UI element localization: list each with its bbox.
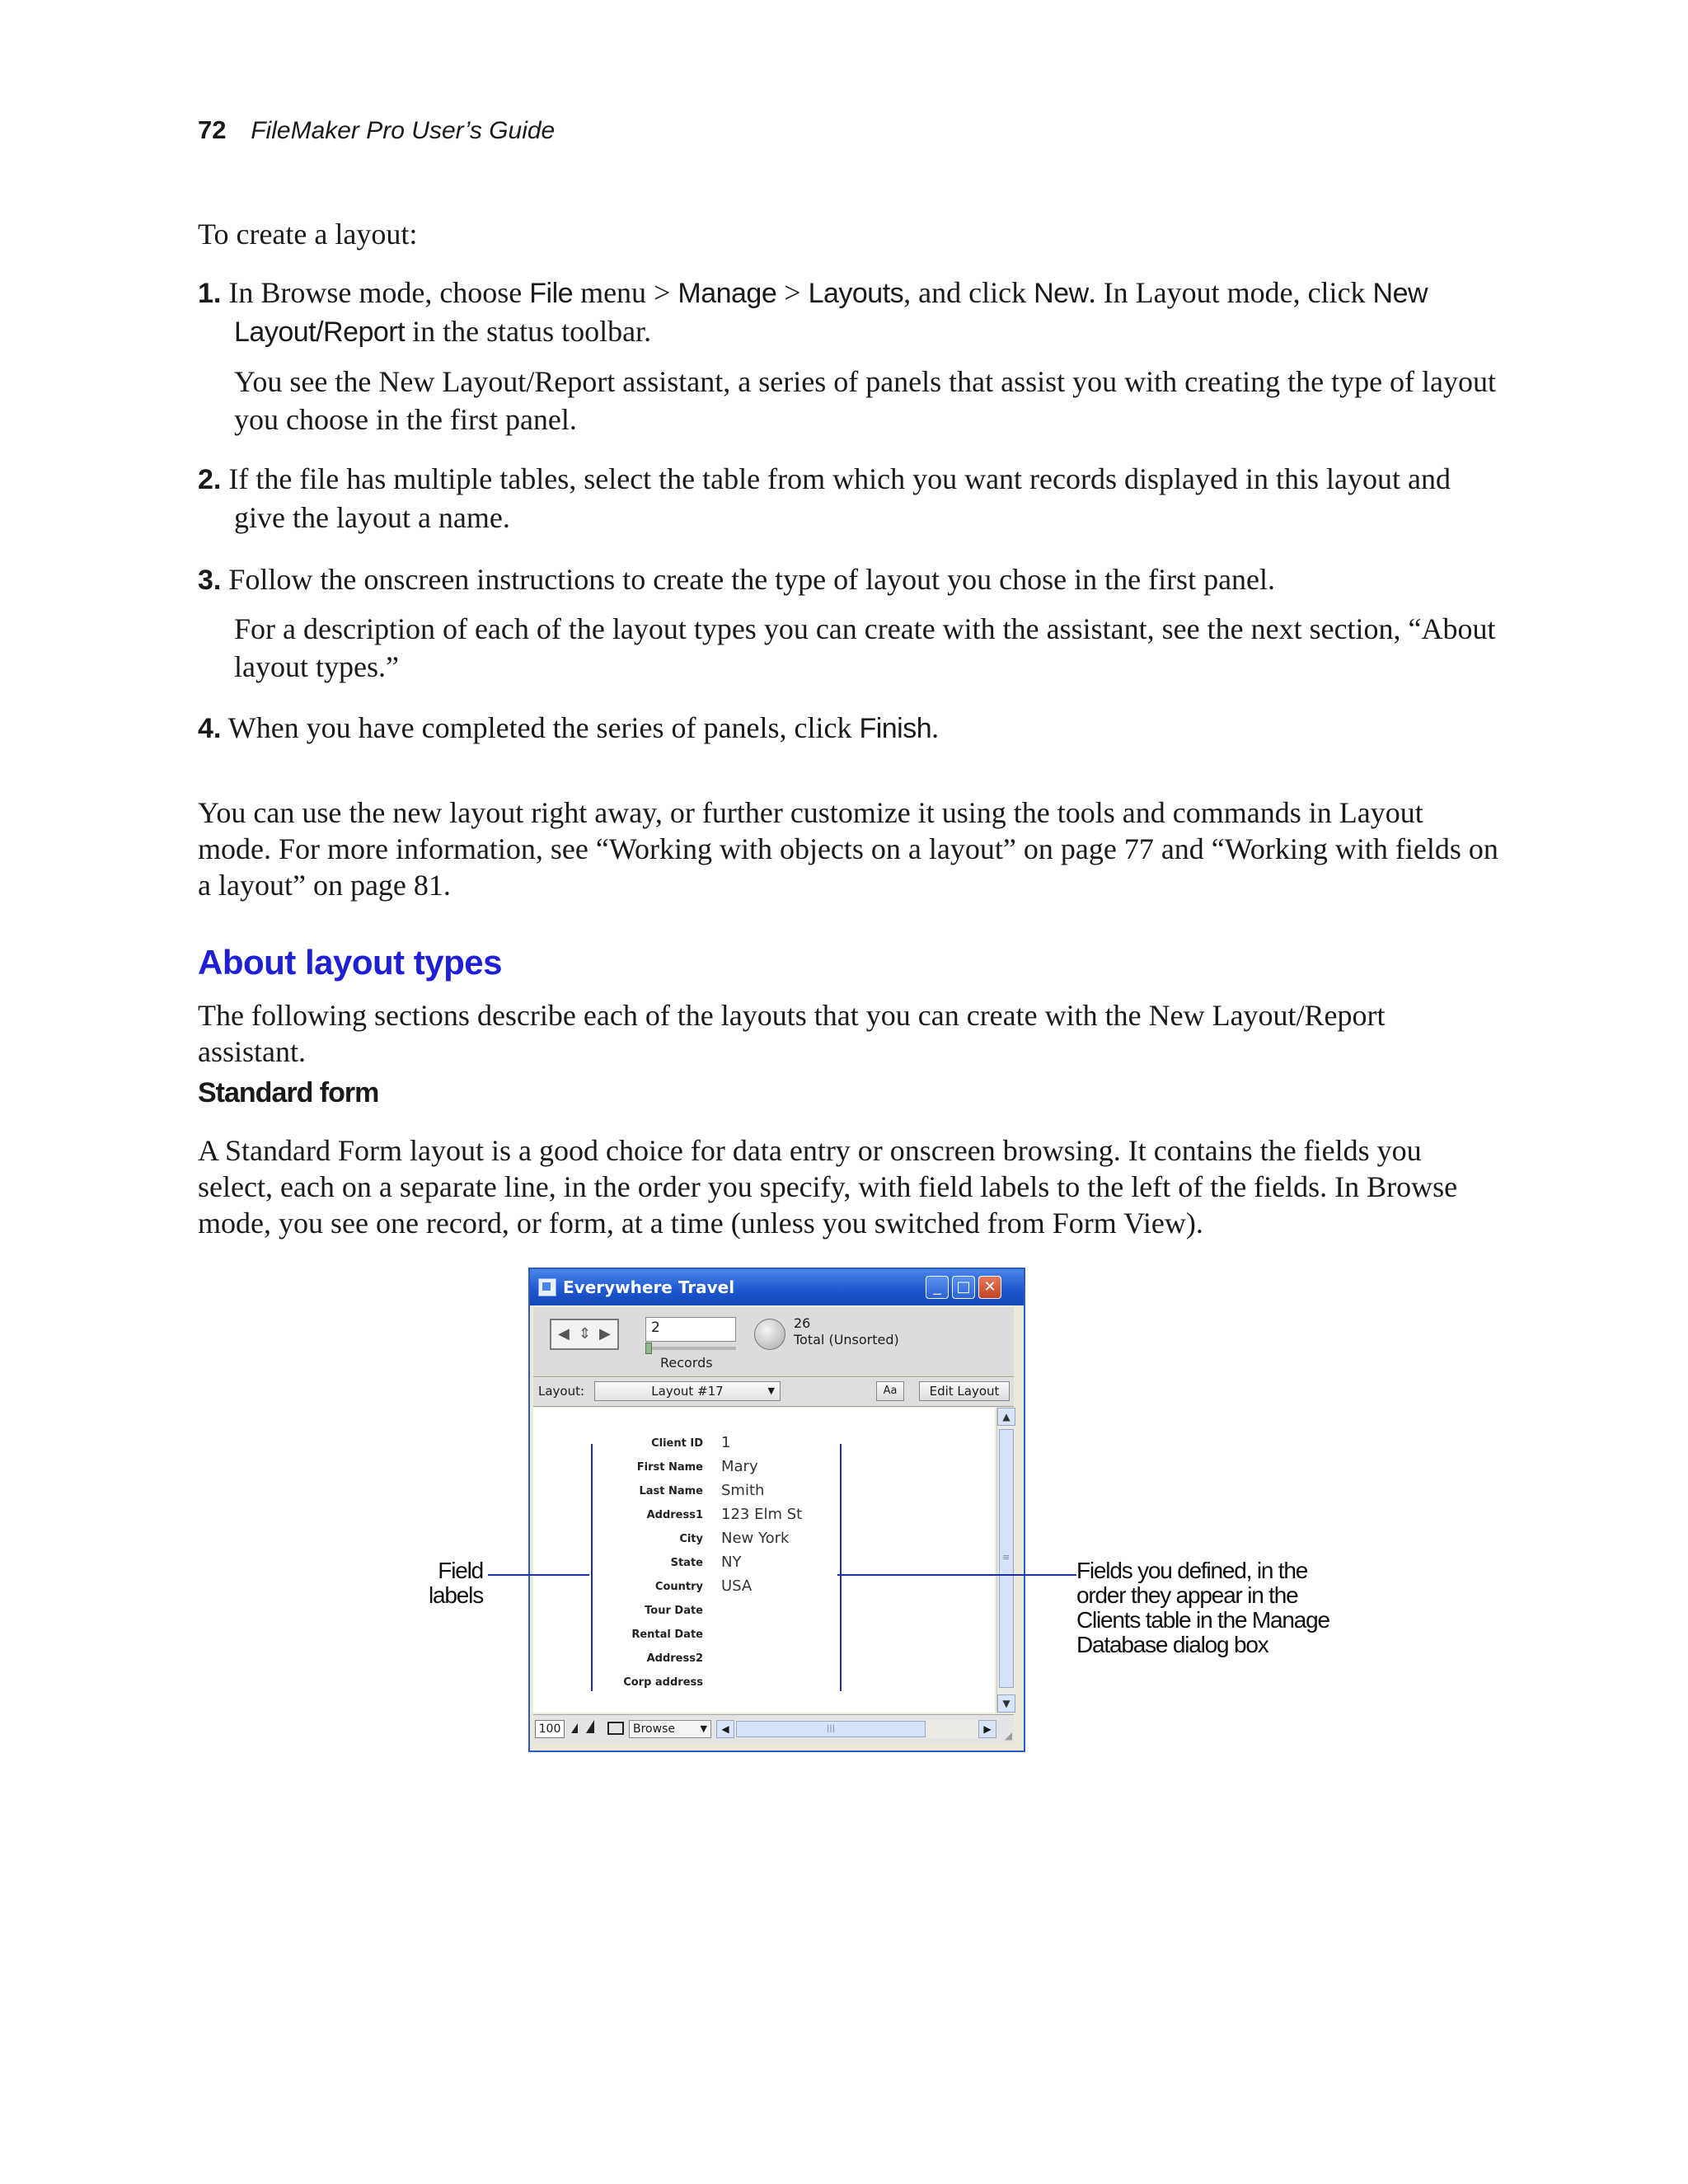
- chevron-down-icon: ▼: [767, 1385, 775, 1396]
- field-label: Address1: [646, 1509, 703, 1521]
- step-text: Follow the onscreen instructions to create the type of layout you chose in the first panel.: [228, 563, 1276, 596]
- callout-line-text: Field: [438, 1558, 483, 1583]
- app-icon: [538, 1278, 556, 1296]
- field-label: First Name: [636, 1461, 703, 1474]
- record-number-field[interactable]: 2: [645, 1317, 736, 1342]
- step-number: 4.: [198, 713, 222, 744]
- step-number: 2.: [198, 464, 222, 495]
- book-icon[interactable]: ◀ ⇕ ▶: [550, 1319, 619, 1350]
- scroll-left-icon[interactable]: ◀: [716, 1720, 734, 1738]
- section-heading: About layout types: [198, 943, 503, 982]
- intro-text: To create a layout:: [198, 218, 418, 251]
- status-toolbar: [533, 1307, 1014, 1377]
- callout-fields-defined: [1076, 1558, 1348, 1657]
- field-label: Tour Date: [645, 1605, 703, 1617]
- field-value[interactable]: NY: [721, 1554, 742, 1571]
- scroll-up-icon[interactable]: ▲: [997, 1408, 1015, 1426]
- record-slider[interactable]: [645, 1347, 736, 1350]
- callout-line-text: order they appear in the: [1076, 1582, 1298, 1608]
- menu-command: Layout/Report: [234, 316, 406, 348]
- menu-command: New: [1372, 278, 1428, 309]
- section-intro: The following sections describe each of the layouts that you can create with the New Layout/Report assistant.: [198, 999, 1386, 1068]
- filemaker-window: [528, 1268, 1025, 1752]
- layout-bar: [533, 1378, 1014, 1407]
- chevron-down-icon: ▼: [700, 1723, 707, 1734]
- menu-command: Finish: [859, 713, 932, 744]
- edit-layout-button[interactable]: Edit Layout: [919, 1381, 1010, 1401]
- close-icon[interactable]: ✕: [978, 1276, 1001, 1299]
- bracket-line: [840, 1444, 842, 1691]
- title-bar: [530, 1269, 1024, 1305]
- step-text: In Browse mode, choose: [228, 276, 530, 309]
- field-label: City: [679, 1533, 703, 1545]
- subheading: Standard form: [198, 1077, 379, 1108]
- menu-command: Layouts: [808, 278, 904, 309]
- total-label: Total (Unsorted): [794, 1332, 899, 1347]
- step-1-note: You see the New Layout/Report assistant, a series of panels that assist you with creating the type of layout you choose in the first panel.: [234, 365, 1497, 436]
- step-text: in the status toolbar.: [405, 315, 652, 348]
- after-steps-text: You can use the new layout right away, or further customize it using the tools and commands in Layout mode. For more information, see “Working with objects on a layout” on page 77 and “Working with fields on a layout” on page 81.: [198, 796, 1498, 902]
- horizontal-scrollbar[interactable]: [716, 1720, 996, 1738]
- running-header: [198, 115, 555, 145]
- window-title: Everywhere Travel: [563, 1277, 735, 1297]
- step-text: >: [776, 276, 809, 309]
- menu-command: New: [1034, 278, 1089, 309]
- layout-selected: Layout #17: [651, 1384, 724, 1399]
- resize-grip-icon[interactable]: ◢: [1004, 1730, 1012, 1741]
- slider-thumb[interactable]: [645, 1343, 652, 1354]
- step-text: .: [931, 711, 940, 744]
- page-number: 72: [198, 115, 227, 144]
- callout-line-text: Clients table in the Manage: [1076, 1607, 1329, 1633]
- callout-leader-line: [837, 1574, 1076, 1576]
- pie-chart-icon[interactable]: [754, 1319, 785, 1350]
- maximize-icon[interactable]: □: [952, 1276, 975, 1299]
- step-2: [198, 460, 1500, 537]
- callout-line-text: Database dialog box: [1076, 1632, 1268, 1657]
- step-1: [198, 274, 1500, 351]
- field-value[interactable]: USA: [721, 1577, 753, 1595]
- field-value[interactable]: 123 Elm St: [721, 1506, 803, 1523]
- step-number: 1.: [198, 278, 222, 309]
- callout-leader-line: [488, 1574, 589, 1576]
- step-3-note: For a description of each of the layout types you can create with the assistant, see the next section, “About layout types.”: [234, 612, 1496, 683]
- callout-field-labels: [424, 1558, 483, 1608]
- field-label: Rental Date: [631, 1629, 703, 1641]
- step-text: When you have completed the series of panels, click: [227, 711, 860, 744]
- field-label: State: [670, 1557, 703, 1569]
- form-content: [533, 1408, 995, 1713]
- zoom-level[interactable]: 100: [535, 1720, 565, 1738]
- text-format-button[interactable]: Aa: [876, 1381, 904, 1401]
- field-label: Address2: [646, 1652, 703, 1665]
- layout-dropdown[interactable]: [594, 1381, 781, 1401]
- scroll-right-icon[interactable]: ▶: [978, 1720, 996, 1738]
- scroll-down-icon[interactable]: ▼: [997, 1694, 1015, 1713]
- step-text: give the layout a name.: [234, 501, 510, 534]
- callout-line-text: labels: [429, 1582, 483, 1608]
- total-count: 26: [794, 1315, 811, 1331]
- step-text: . In Layout mode, click: [1088, 276, 1373, 309]
- step-number: 3.: [198, 565, 222, 596]
- guide-title: FileMaker Pro User’s Guide: [251, 117, 556, 144]
- mode-selected: Browse: [633, 1722, 675, 1736]
- step-4: [198, 709, 1500, 748]
- menu-command: Manage: [678, 278, 777, 309]
- layout-label: Layout:: [538, 1384, 585, 1399]
- step-3: [198, 560, 1500, 599]
- mode-dropdown[interactable]: [629, 1720, 711, 1738]
- field-label: Country: [654, 1581, 703, 1593]
- field-label: Last Name: [639, 1485, 703, 1497]
- zoom-in-icon[interactable]: [586, 1720, 594, 1733]
- vertical-scrollbar[interactable]: [996, 1408, 1015, 1713]
- records-label: Records: [660, 1355, 713, 1371]
- minimize-icon[interactable]: _: [926, 1276, 949, 1299]
- menu-command: File: [529, 278, 574, 309]
- callout-line-text: Fields you defined, in the: [1076, 1558, 1308, 1583]
- zoom-out-icon[interactable]: [571, 1723, 578, 1733]
- step-text: , and click: [903, 276, 1034, 309]
- scroll-thumb[interactable]: |||: [736, 1721, 926, 1737]
- field-label: Client ID: [651, 1437, 703, 1450]
- field-value[interactable]: 1: [721, 1434, 731, 1451]
- field-value[interactable]: Mary: [721, 1458, 758, 1475]
- field-value[interactable]: Smith: [721, 1482, 765, 1499]
- toggle-toolbar-icon[interactable]: [607, 1722, 624, 1735]
- field-label: Corp address: [623, 1676, 703, 1689]
- status-bar: [533, 1714, 1014, 1743]
- standard-form-text: A Standard Form layout is a good choice for data entry or onscreen browsing. It contains the fields you select, each on a separate line, in the order you specify, with field labels to the left of the fields. In Browse mode, you see one record, or form, at a time (unless you switched from Form View).: [198, 1134, 1458, 1240]
- step-text: If the file has multiple tables, select the table from which you want records displayed in this layout and: [228, 462, 1451, 495]
- field-value[interactable]: New York: [721, 1530, 790, 1547]
- scroll-thumb[interactable]: ≡: [999, 1429, 1014, 1688]
- step-text: menu >: [573, 276, 678, 309]
